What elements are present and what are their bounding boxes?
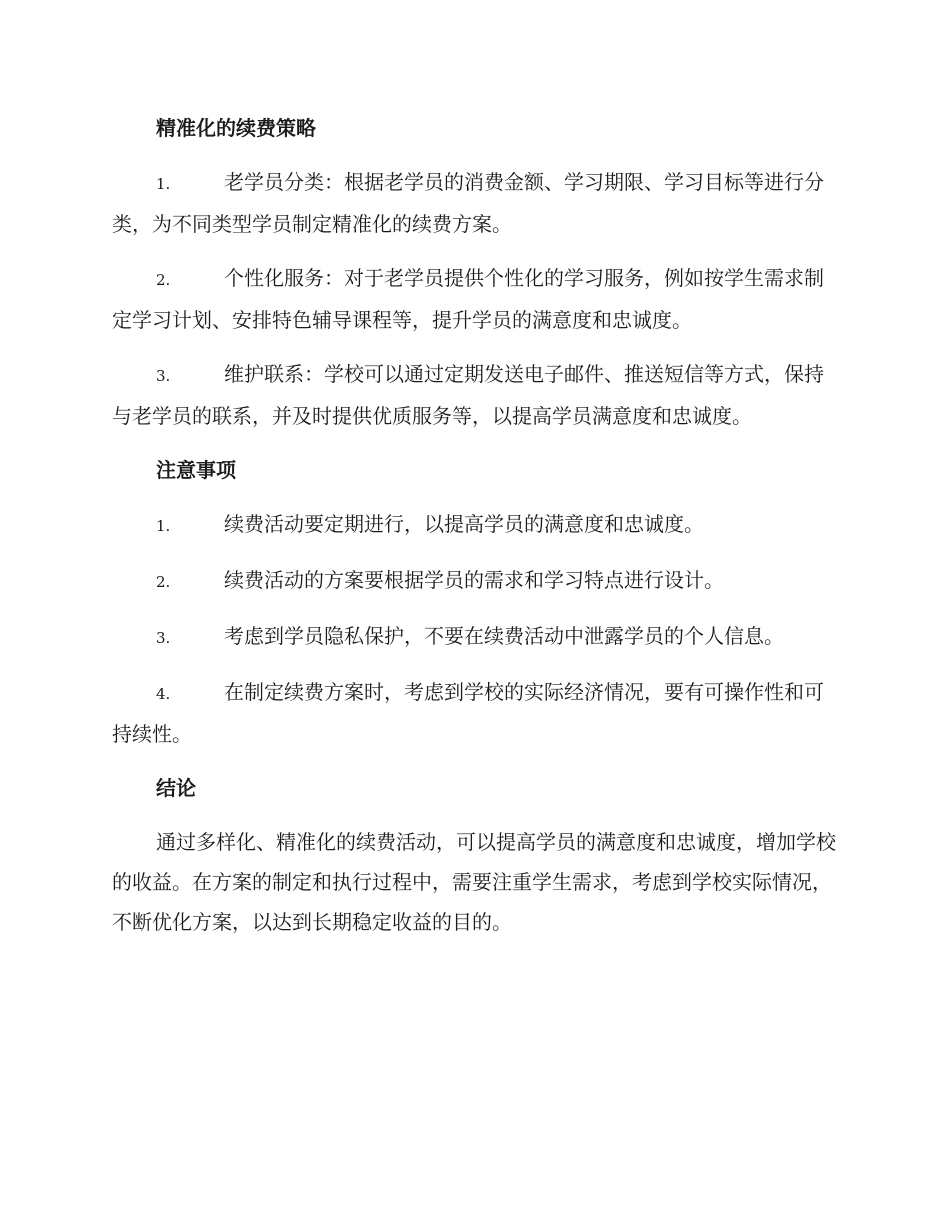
conclusion-paragraph: 通过多样化、精准化的续费活动，可以提高学员的满意度和忠诚度，增加学校的收益。在方案的制定和执行过程中，需要注重学生需求，考虑到学校实际情况，不断优化方案，以达到长期稳定收益的目的。 (112, 830, 836, 934)
list-number: 2. (156, 573, 171, 591)
list-item (112, 560, 838, 602)
section-heading-notes: 注意事项 (156, 458, 236, 482)
list-item-text: 个性化服务：对于老学员提供个性化的学习服务，例如按学生需求制定学习计划、安排特色辅导课程等，提升学员的满意度和忠诚度。 (112, 266, 824, 332)
document-page (112, 108, 838, 956)
list-item (112, 162, 838, 244)
section-heading-strategy: 精准化的续费策略 (156, 116, 316, 140)
list-item (112, 672, 838, 754)
list-item-text: 考虑到学员隐私保护，不要在续费活动中泄露学员的个人信息。 (224, 624, 784, 648)
list-item (112, 616, 838, 658)
list-number: 1. (156, 175, 171, 193)
list-item-text: 维护联系：学校可以通过定期发送电子邮件、推送短信等方式，保持与老学员的联系，并及时提供优质服务等，以提高学员满意度和忠诚度。 (112, 362, 824, 428)
list-number: 2. (156, 271, 171, 289)
list-number: 4. (156, 685, 171, 703)
list-item (112, 504, 838, 546)
list-number: 3. (156, 629, 171, 647)
list-item-text: 在制定续费方案时，考虑到学校的实际经济情况，要有可操作性和可持续性。 (112, 680, 824, 746)
list-number: 3. (156, 367, 171, 385)
list-item (112, 354, 838, 436)
list-item-text: 续费活动要定期进行，以提高学员的满意度和忠诚度。 (224, 512, 704, 536)
list-item-text: 续费活动的方案要根据学员的需求和学习特点进行设计。 (224, 568, 724, 592)
list-item-text: 老学员分类：根据老学员的消费金额、学习期限、学习目标等进行分类，为不同类型学员制定精准化的续费方案。 (112, 170, 824, 236)
list-number: 1. (156, 517, 171, 535)
list-item (112, 258, 838, 340)
section-heading-conclusion: 结论 (156, 776, 196, 800)
